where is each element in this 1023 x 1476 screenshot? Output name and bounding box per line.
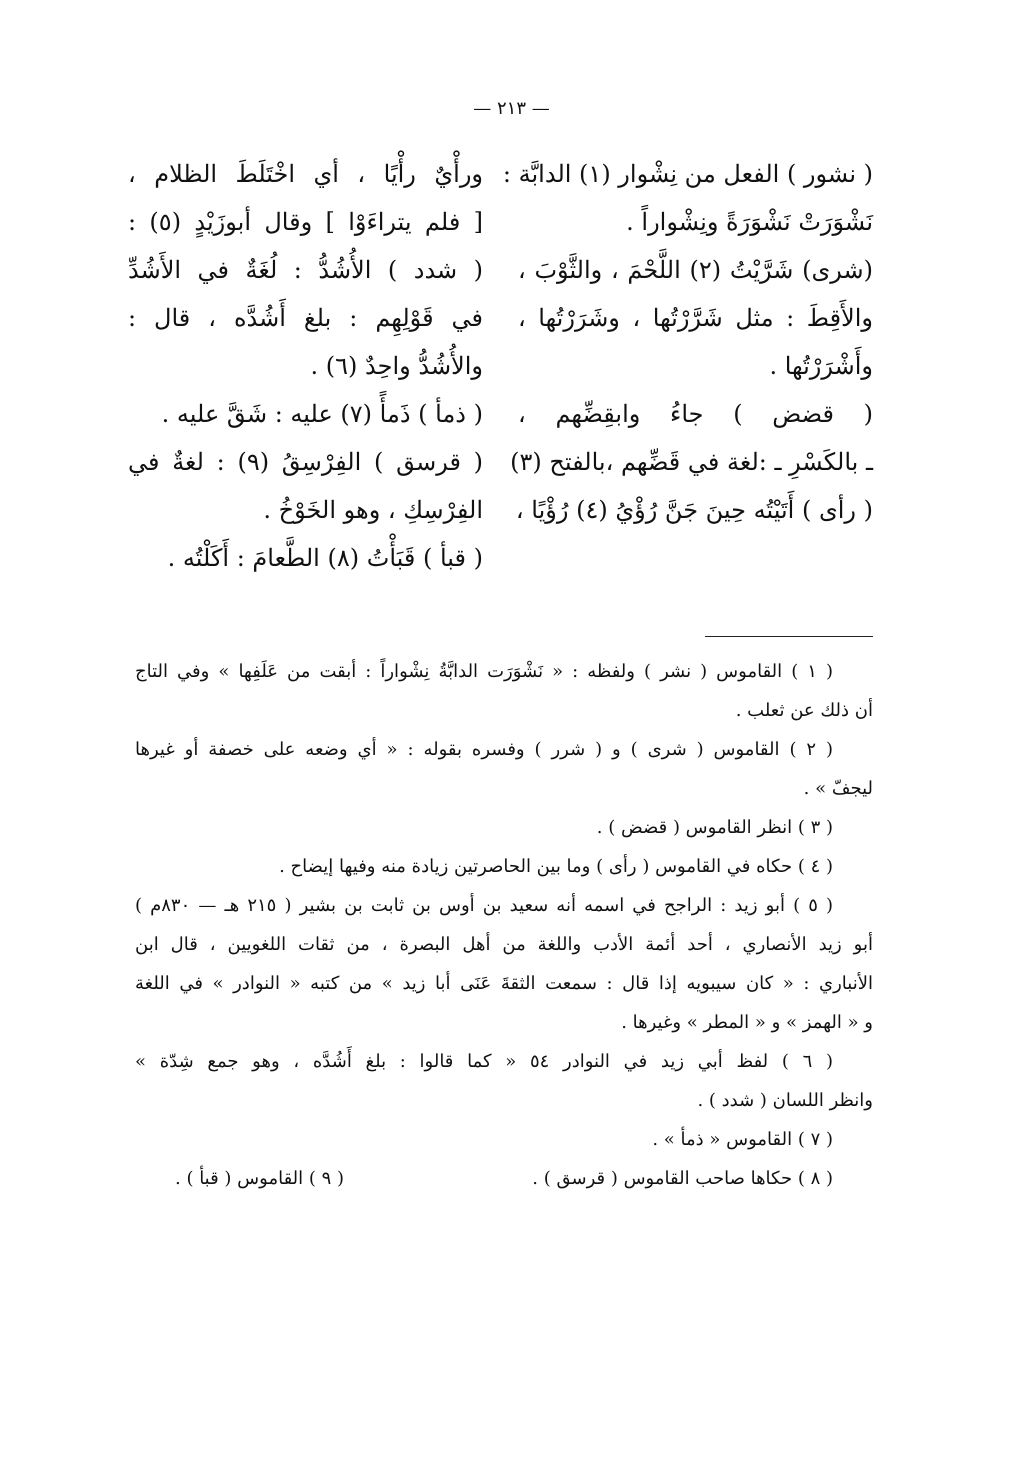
entry-line: ( قرسق ) الفِرْسِقُ (٩) : لغةٌ في — [128, 448, 483, 476]
left-column — [128, 150, 483, 582]
footnote-line: و « الهمز » و « المطر » وغيرها . — [621, 1012, 873, 1033]
page-number: — ٢١٣ — — [473, 98, 550, 119]
entry-line: ـ بالكَسْرِ ـ :لغة في قَضِّهم ،بالفتح (٣) — [510, 448, 873, 476]
footnote-line: أن ذلك عن ثعلب . — [735, 700, 873, 721]
footnote-line: ليجفّ » . — [803, 778, 873, 799]
entry-line: ورأْيٌ رأْيًا ، أي اخْتَلَطَ الظلام ، — [128, 160, 483, 188]
footnote-line: ( ٤ ) حكاه في القاموس ( رأى ) وما بين الحاصرتين زيادة منه وفيها إيضاح . — [279, 856, 833, 877]
entry-line: ( قبأ ) قَبَأْتُ (٨) الطَّعامَ : أَكَلْتُه . — [167, 544, 483, 572]
footnotes — [135, 652, 873, 1198]
footnote-line: ( ٣ ) انظر القاموس ( قضض ) . — [596, 817, 833, 838]
entry-line: في قَوْلِهِم : بلغ أَشُدَّه ، قال : — [128, 304, 483, 332]
entry-line: ( شدد ) الأُشُدُّ : لُغَةٌ في الأَشُدِّ — [128, 256, 483, 284]
entry-line: الفِرْسِكِ ، وهو الخَوْخُ . — [263, 496, 483, 524]
entry-line: [ فلم يتراءَوْا ] وقال أبوزَيْدٍ (٥) : — [128, 208, 484, 236]
footnote-line: ( ٢ ) القاموس ( شرى ) و ( شرر ) وفسره بقوله : « أي وضعه على خصفة أو غيرها — [135, 739, 834, 760]
footnote-8: ( ٨ ) حكاها صاحب القاموس ( قرسق ) . — [532, 1168, 833, 1189]
footnote-pair — [135, 1159, 873, 1198]
entry-line: نَشْوَرَتْ نَشْوَرَةً ونِشْواراً . — [626, 208, 873, 236]
entry-line: والأُشُدُّ واحِدٌ (٦) . — [310, 352, 483, 380]
footnote-line: ( ١ ) القاموس ( نشر ) ولفظه : « نَشْوَرَت الدابَّةُ نِشْواراً : أبقت من عَلَفِها » وفي التاج — [135, 661, 833, 682]
entry-line: ( رأى ) أَتَيْتُه حِينَ جَنَّ رُؤْيُ (٤) رُؤْيًا ، — [515, 496, 873, 524]
footnote-divider — [705, 636, 873, 637]
footnote-line: وانظر اللسان ( شدد ) . — [697, 1090, 873, 1111]
right-column — [502, 150, 873, 534]
footnote-line: أبو زيد الأنصاري ، أحد أئمة الأدب واللغة من أهل البصرة ، من ثقات اللغويين ، قال ابن — [135, 934, 873, 955]
entry-line: (شرى) شَرَّيْتُ (٢) اللَّحْمَ ، والثَّوْبَ ، — [518, 256, 873, 284]
footnote-line: ( ٥ ) أبو زيد : الراجح في اسمه أنه سعيد بن أوس بن ثابت بن بشير ( ٢١٥ هـ — ٨٣٠م ) — [135, 895, 833, 916]
footnote-9: ( ٩ ) القاموس ( قبأ ) . — [175, 1168, 345, 1189]
entry-line: ( نشور ) الفعل من نِشْوار (١) الدابَّة : — [502, 160, 873, 188]
footnote-line: ( ٧ ) القاموس « ذمأ » . — [652, 1129, 833, 1150]
entry-line: ( قضض ) جاءُ وابقِضِّهم ، — [518, 400, 873, 428]
entry-line: ( ذمأ ) ذَمأً (٧) عليه : شَقَّ عليه . — [161, 400, 483, 428]
entry-line: والأَقِطَ : مثل شَرَّرْتُها ، وشَرَرْتُها ، — [518, 304, 873, 332]
footnote-line: الأنباري : « كان سيبويه إذا قال : سمعت الثقةَ عَنَى أبا زيد » من كتبه « النوادر » في اللغة — [135, 973, 873, 994]
footnote-line: ( ٦ ) لفظ أبي زيد في النوادر ٥٤ « كما قالوا : بلغ أَشُدَّه ، وهو جمع شِدّة » — [135, 1051, 833, 1072]
entry-line: وأَشْرَرْتُها . — [769, 352, 873, 380]
